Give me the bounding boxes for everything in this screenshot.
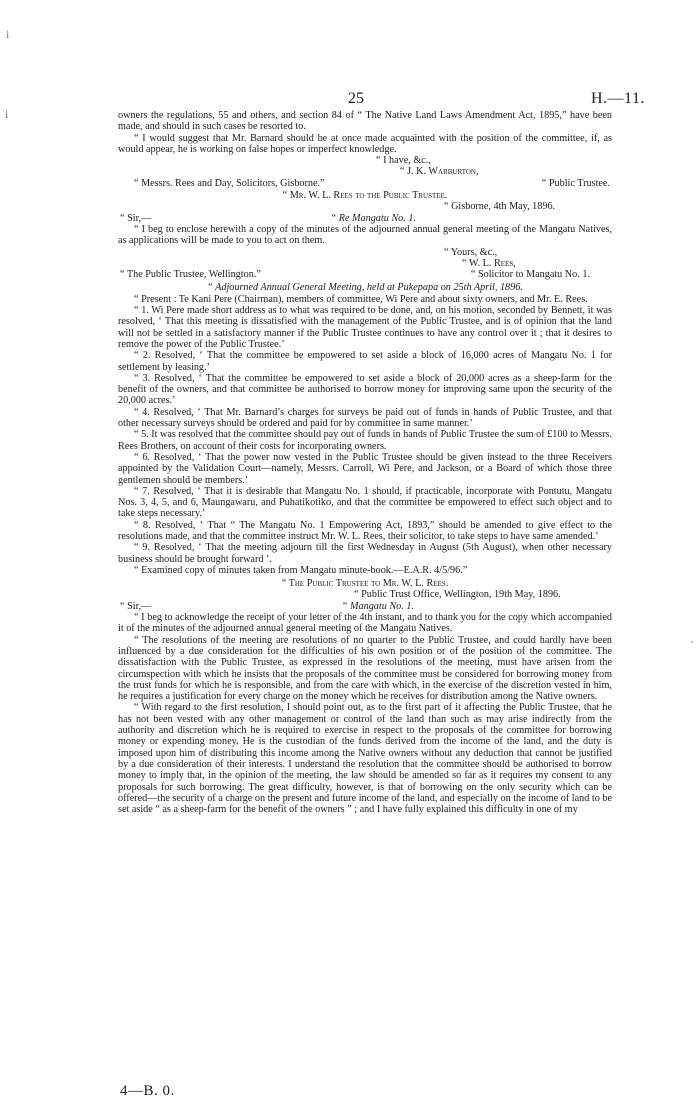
paragraph: “ Present : Te Kani Pere (Chairman), members of committee, Wi Pere and about sixty owners, and Mr. E. Rees.: [134, 293, 588, 305]
letter-heading: “ Mr. W. L. Rees to the Public Trustee.: [282, 190, 448, 202]
resolution-item: “ 1. Wi Pere made short address as to what was required to be done, and, on his motion, seconded by Bennett, it was resolved, ‘ That this meeting is dissatisfied with the management of the Public Trustee, and is of opinion that the land will not be settled in a satisfactory manner if the Public Trustee continues to have any control over it ; that it desires to remove the power of the Public Trustee.’: [118, 305, 612, 350]
document-reference: H.—11.: [591, 90, 645, 107]
paragraph: “ With regard to the first resolution, I should point out, as to the first part of it affecting the Public Trustee, that he has not been vested with any other management or control of the land than such as may arise indirectly from the authority and discretion which he is required to exercise in respect to the proposals of the committee for borrowing money or expending money. He is the custodian of the funds derived from the income of the land, and the duty is imposed upon him of distributing this income among the Native owners without any deduction that cannot be justified by a due consideration of their interests. I understand the resolution that the committee should be authorised to borrow money to imply that, in the opinion of the meeting, the law should be amended so far as it requires my consent to any proposals for such borrowing. The great difficulty, however, is that of borrowing on the only security which can be offered—the security of a charge on the present and future income of the land, and especially on the income of land to be set aside “ as a sheep-farm for the benefit of the owners ” ; and I have fully explained this difficulty in one of my: [118, 702, 612, 816]
address-row: [118, 178, 612, 189]
paragraph: “ I would suggest that Mr. Barnard should be at once made acquainted with the position of the committee, if, as would appear, he is working on false hopes or imperfect knowledge.: [118, 132, 612, 155]
paragraph: “ I beg to enclose herewith a copy of the minutes of the adjourned annual general meeting of the Mangatu Natives, as applications will be made to you to act on them.: [118, 223, 612, 247]
letter-signature: “ W. L. Rees,: [462, 257, 516, 269]
salutation-row: [118, 601, 612, 612]
letter-signature: “ J. K. Warburton,: [400, 166, 479, 178]
resolution-item: “ 9. Resolved, ‘ That the meeting adjourn till the first Wednesday in August (5th August), when other necessary business should be brought forward ’.: [118, 542, 612, 565]
resolution-item: “ 6. Resolved, ‘ That the power now vested in the Public Trustee should be given instead to the three Receivers appointed by the Validation Court—namely, Messrs. Carroll, Wi Pere, and Jackson, or a Board of which those three gentlemen should be members.’: [118, 451, 612, 486]
resolution-item: “ 5. It was resolved that the committee should pay out of funds in hands of Public Trustee the sum of £100 to Messrs. Rees Brothers, on account of their costs for incorporating owners.: [118, 429, 612, 452]
resolution-item: “ 4. Resolved, ‘ That Mr. Barnard’s charges for surveys be paid out of funds in hands of Public Trustee, and that other necessary surveys should be ordered and paid for by committee in same manner.’: [118, 406, 612, 430]
body-text: [118, 110, 612, 815]
resolution-item: “ 8. Resolved, ‘ That “ The Mangatu No. 1 Empowering Act, 1893,” should be amended to give effect to the resolutions made, and that the committee instruct Mr. W. L. Rees, their solicitor, to take steps to have same amended.’: [118, 519, 612, 542]
signatory-title: “ Public Trustee.: [541, 177, 610, 189]
signature-mark: 4—B. 0.: [120, 1083, 175, 1099]
salutation: “ Sir,—: [120, 212, 152, 224]
resolution-item: “ 7. Resolved, ‘ That it is desirable that Mangatu No. 1 should, if practicable, incorporate with Pontutu, Mangatu Nos. 3, 4, 5, and 6, Maungawaru, and Puhatikotiko, and that the committee be empowered to effect such object and to take steps necessary.’: [118, 485, 612, 520]
letter-date: “ Gisborne, 4th May, 1896.: [444, 201, 556, 213]
letter-date: “ Public Trust Office, Wellington, 19th May, 1896.: [354, 589, 561, 601]
paragraph: “ The resolutions of the meeting are resolutions of no quarter to the Public Trustee, and could hardly have been influenced by a due consideration for the difficulties of his own position or of the position of the committee. The dissatisfaction with the Public Trustee, as expressed in the resolutions of the meeting, must have arisen from the circumspection with which he insists that the proposals of the committee must be considered for borrowing money from the trust funds for which he is responsible, and from the care with which, in the exercise of the discretion vested in him, he requires a justification for every charge on the money which he receives for distribution among the Native owners.: [118, 634, 612, 703]
scan-artifact-mark: ': [691, 640, 693, 651]
address-row: [118, 269, 612, 280]
signatory-title: “ Solicitor to Mangatu No. 1.: [470, 269, 590, 281]
subject-line: “ Mangatu No. 1.: [341, 600, 414, 612]
resolution-item: “ 3. Resolved, ‘ That the committee be empowered to set aside a block of 20,000 acres as a sheep-farm for the benefit of the owners, and that committee be authorised to borrow money for improving same upon the security of the 20,000 acres.’: [118, 372, 612, 407]
scan-artifact-mark: ⅰ: [5, 110, 9, 121]
minutes-heading: “ Adjourned Annual General Meeting, held at Pukepapa on 25th April, 1896.: [207, 282, 523, 294]
resolution-item: “ 2. Resolved, ‘ That the committee be empowered to set aside a block of 16,000 acres of Mangatu No. 1 for settlement by leasing.’: [118, 350, 612, 373]
subject-line: “ Re Mangatu No. 1.: [330, 212, 416, 224]
salutation-row: [118, 213, 612, 224]
scan-artifact-mark: ⅰ: [6, 30, 10, 41]
letter-heading: “ The Public Trustee to Mr. W. L. Rees.: [281, 578, 449, 590]
letter-closing: “ I have, &c.,: [376, 155, 431, 167]
paragraph: “ I beg to acknowledge the receipt of your letter of the 4th instant, and to thank you for the copy which accompanied it of the minutes of the adjourned annual general meeting of the Mangatu Natives.: [118, 612, 612, 635]
certification-note: “ Examined copy of minutes taken from Mangatu minute-book.—E.A.R. 4/5/96.”: [134, 564, 468, 576]
addressee: “ Messrs. Rees and Day, Solicitors, Gisborne.”: [134, 177, 325, 189]
paragraph: owners the regulations, 55 and others, and section 84 of “ The Native Land Laws Amendment Act, 1895,” have been made, and should in such cases be resorted to.: [118, 110, 612, 133]
page-number: 25: [348, 90, 364, 107]
addressee: “ The Public Trustee, Wellington.”: [120, 269, 261, 281]
letter-closing: “ Yours, &c.,: [444, 246, 498, 258]
salutation: “ Sir,—: [120, 600, 152, 612]
